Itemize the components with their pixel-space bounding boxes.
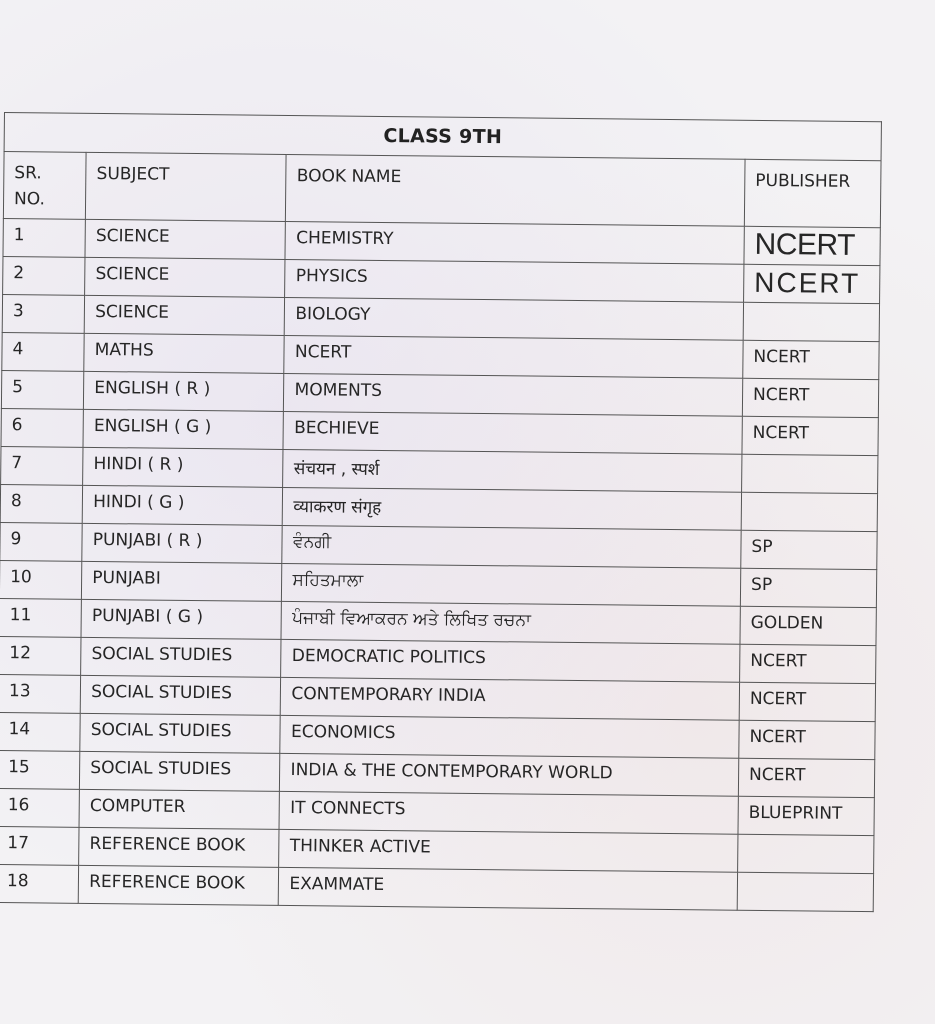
cell-subject: MATHS (84, 333, 285, 373)
cell-publisher: BLUEPRINT (738, 796, 874, 835)
cell-book-name: MOMENTS (284, 373, 743, 416)
cell-publisher: NCERT (744, 226, 880, 265)
cell-subject: SCIENCE (85, 257, 286, 297)
cell-sr-no: 15 (0, 750, 80, 789)
cell-sr-no: 4 (2, 332, 85, 371)
table-body (0, 218, 880, 911)
cell-book-name: BECHIEVE (283, 411, 742, 454)
cell-sr-no: 10 (0, 560, 82, 599)
cell-book-name: INDIA & THE CONTEMPORARY WORLD (280, 753, 739, 796)
cell-sr-no: 3 (2, 294, 85, 333)
cell-sr-no: 13 (0, 674, 81, 713)
cell-publisher (737, 872, 873, 911)
cell-subject: SOCIAL STUDIES (81, 637, 282, 677)
cell-publisher: SP (740, 568, 876, 607)
cell-subject: HINDI ( G ) (82, 485, 283, 525)
book-list-sheet (0, 112, 882, 912)
cell-subject: ENGLISH ( G ) (83, 409, 284, 449)
cell-subject: SCIENCE (85, 219, 286, 259)
cell-publisher (738, 834, 874, 873)
book-list-table (0, 151, 882, 912)
cell-sr-no: 9 (0, 522, 82, 561)
cell-book-name: PHYSICS (285, 259, 744, 302)
cell-book-name: व्याकरण संगृह (283, 487, 742, 530)
cell-subject: ENGLISH ( R ) (84, 371, 285, 411)
cell-book-name: IT CONNECTS (279, 791, 738, 834)
table-row (0, 864, 874, 911)
cell-book-name: CONTEMPORARY INDIA (281, 677, 740, 720)
cell-book-name: EXAMMATE (279, 867, 738, 910)
cell-publisher: NCERT (742, 378, 878, 417)
cell-publisher: NCERT (739, 720, 875, 759)
cell-publisher: NCERT (744, 264, 880, 303)
cell-sr-no: 17 (0, 826, 79, 865)
cell-sr-no: 12 (0, 636, 81, 675)
cell-subject: SCIENCE (84, 295, 285, 335)
header-publisher: PUBLISHER (744, 159, 881, 227)
cell-book-name: ਵੰਨਗੀ (282, 525, 741, 568)
cell-publisher: NCERT (739, 682, 875, 721)
cell-sr-no: 14 (0, 712, 80, 751)
cell-sr-no: 6 (1, 408, 84, 447)
cell-subject: REFERENCE BOOK (79, 827, 280, 867)
cell-book-name: DEMOCRATIC POLITICS (281, 639, 740, 682)
cell-book-name: ECONOMICS (280, 715, 739, 758)
cell-subject: SOCIAL STUDIES (80, 675, 281, 715)
cell-sr-no: 8 (0, 484, 83, 523)
cell-subject: HINDI ( R ) (83, 447, 284, 487)
cell-publisher: NCERT (743, 340, 879, 379)
cell-book-name: BIOLOGY (285, 297, 744, 340)
cell-sr-no: 1 (3, 218, 86, 257)
cell-publisher (743, 302, 879, 341)
cell-subject: SOCIAL STUDIES (80, 713, 281, 753)
cell-subject: PUNJABI ( G ) (81, 599, 282, 639)
header-book-name: BOOK NAME (286, 154, 745, 226)
cell-sr-no: 5 (1, 370, 84, 409)
cell-sr-no: 7 (1, 446, 84, 485)
header-subject: SUBJECT (86, 152, 287, 221)
cell-subject: SOCIAL STUDIES (80, 751, 281, 791)
cell-sr-no: 2 (3, 256, 86, 295)
header-row (3, 152, 881, 228)
table-title: CLASS 9TH (4, 112, 882, 160)
header-sr-no: SR. NO. (3, 152, 86, 220)
cell-publisher (742, 454, 878, 493)
cell-publisher: NCERT (742, 416, 878, 455)
cell-book-name: THINKER ACTIVE (279, 829, 738, 872)
cell-subject: PUNJABI (82, 561, 283, 601)
cell-publisher (741, 492, 877, 531)
cell-book-name: ਪੰਜਾਬੀ ਵਿਆਕਰਨ ਅਤੇ ਲਿਖਿਤ ਰਚਨਾ (281, 601, 740, 644)
cell-book-name: NCERT (284, 335, 743, 378)
cell-subject: PUNJABI ( R ) (82, 523, 283, 563)
cell-sr-no: 16 (0, 788, 80, 827)
cell-book-name: CHEMISTRY (285, 221, 744, 264)
cell-publisher: SP (741, 530, 877, 569)
cell-subject: REFERENCE BOOK (78, 865, 279, 905)
cell-book-name: ਸਹਿਤਮਾਲਾ (282, 563, 741, 606)
cell-publisher: NCERT (740, 644, 876, 683)
cell-publisher: NCERT (738, 758, 874, 797)
cell-book-name: संचयन , स्पर्श (283, 449, 742, 492)
cell-sr-no: 18 (0, 864, 79, 903)
cell-publisher: GOLDEN (740, 606, 876, 645)
cell-sr-no: 11 (0, 598, 82, 637)
cell-subject: COMPUTER (79, 789, 280, 829)
